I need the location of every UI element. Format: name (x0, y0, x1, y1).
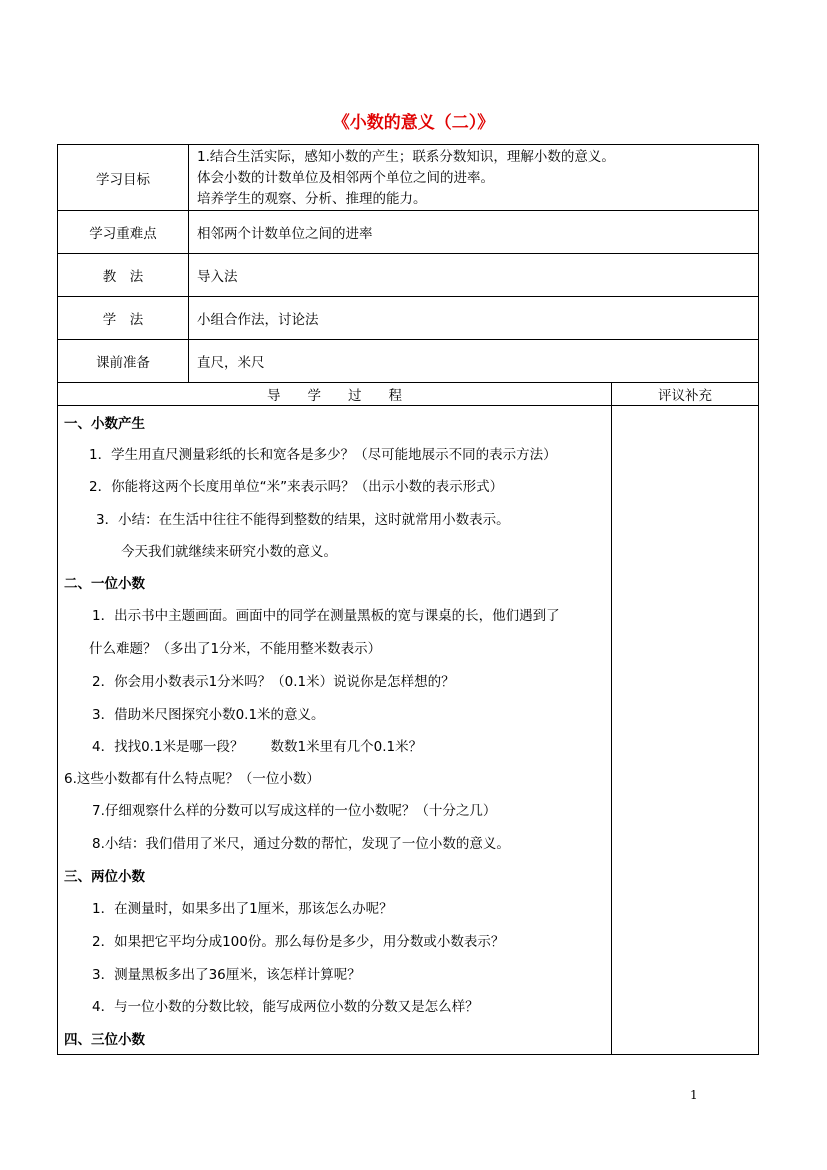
process-line: 2．如果把它平均分成100份。那么每份是多少，用分数或小数表示？ (92, 934, 505, 950)
process-line: 2．你会用小数表示1分米吗？（0.1米）说说你是怎样想的？ (92, 674, 455, 690)
prep-row (58, 340, 759, 383)
process-line: 3．借助米尺图探究小数0.1米的意义。 (92, 707, 325, 723)
prep-value: 直尺，米尺 (189, 340, 759, 383)
key-row (58, 211, 759, 254)
section-heading: 一、小数产生 (64, 416, 145, 432)
process-line: 4．与一位小数的分数比较，能写成两位小数的分数又是怎么样？ (92, 999, 479, 1015)
goal-content (189, 145, 759, 211)
process-line: 1．学生用直尺测量彩纸的长和宽各是多少？（尽可能地展示不同的表示方法） (89, 447, 557, 463)
learn-row (58, 297, 759, 340)
process-line: 4．找找0.1米是哪一段？ 数数1米里有几个0.1米？ (92, 739, 423, 755)
process-line: 7.仔细观察什么样的分数可以写成这样的一位小数呢？（十分之几） (92, 803, 497, 819)
key-label: 学习重难点 (58, 211, 189, 254)
process-line: 3．小结：在生活中往往不能得到整数的结果，这时就常用小数表示。 (96, 512, 510, 528)
document-title: 《小数的意义（二）》 (332, 113, 495, 133)
process-content (58, 406, 612, 1055)
process-line: 今天我们就继续来研究小数的意义。 (121, 544, 337, 560)
lesson-plan-table (57, 144, 759, 1055)
goal-label: 学习目标 (58, 145, 189, 211)
process-line: 3．测量黑板多出了36厘米，该怎样计算呢？ (92, 967, 361, 983)
teach-value: 导入法 (189, 254, 759, 297)
teach-label: 教 法 (58, 254, 189, 297)
section-heading: 三、两位小数 (64, 869, 145, 885)
comments-header: 评议补充 (612, 383, 759, 406)
process-line: 8.小结：我们借用了米尺，通过分数的帮忙，发现了一位小数的意义。 (92, 836, 510, 852)
process-header-row (58, 383, 759, 406)
key-value: 相邻两个计数单位之间的进率 (189, 211, 759, 254)
process-body-row (58, 406, 759, 1055)
section-heading: 二、一位小数 (64, 576, 145, 592)
learn-value: 小组合作法，讨论法 (189, 297, 759, 340)
learn-label: 学 法 (58, 297, 189, 340)
process-header: 导 学 过 程 (58, 383, 612, 406)
process-line: 什么难题？（多出了1分米，不能用整米数表示） (89, 641, 382, 657)
page-number: 1 (690, 1088, 698, 1102)
section-heading: 四、三位小数 (64, 1032, 145, 1048)
goal-row (58, 145, 759, 211)
prep-label: 课前准备 (58, 340, 189, 383)
process-line: 1．出示书中主题画面。画面中的同学在测量黑板的宽与课桌的长，他们遇到了 (92, 608, 560, 624)
goal-line: 体会小数的计数单位及相邻两个单位之间的进率。 (197, 169, 494, 186)
process-line: 1．在测量时，如果多出了1厘米，那该怎么办呢？ (92, 901, 393, 917)
goal-line: 培养学生的观察、分析、推理的能力。 (197, 190, 427, 207)
process-line: 2．你能将这两个长度用单位“米”来表示吗？（出示小数的表示形式） (89, 479, 504, 495)
teach-row (58, 254, 759, 297)
goal-line: 1.结合生活实际，感知小数的产生；联系分数知识，理解小数的意义。 (197, 148, 615, 165)
process-line: 6.这些小数都有什么特点呢？（一位小数） (64, 771, 320, 787)
